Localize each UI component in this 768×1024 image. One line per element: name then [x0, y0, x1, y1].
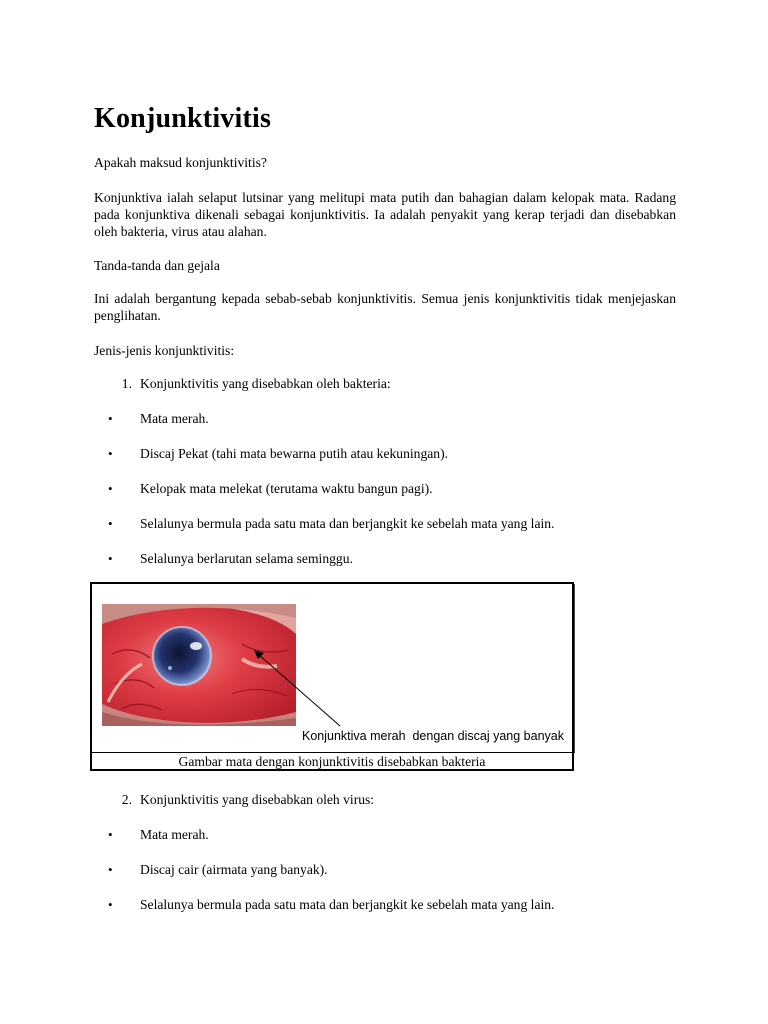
list-item-text: Mata merah.: [140, 827, 209, 842]
types-heading: Jenis-jenis konjunktivitis:: [94, 343, 235, 358]
signs-heading: Tanda-tanda dan gejala: [94, 258, 220, 273]
bullet-icon: •: [108, 827, 113, 842]
bullet-icon: •: [108, 481, 113, 496]
list-item-text: Discaj Pekat (tahi mata bewarna putih atau kekuningan).: [140, 446, 449, 461]
list-item-text: Selalunya berlarutan selama seminggu.: [140, 551, 353, 566]
list-item-text: Selalunya bermula pada satu mata dan berjangkit ke sebelah mata yang lain.: [140, 516, 555, 531]
page-title: Konjunktivitis: [94, 103, 272, 134]
list-item-text: Kelopak mata melekat (terutama waktu bangun pagi).: [140, 481, 433, 496]
bullet-icon: •: [108, 897, 113, 912]
item-title: Konjunktivitis yang disebabkan oleh virus:: [140, 792, 375, 807]
bullet-icon: •: [108, 516, 113, 531]
bullet-icon: •: [108, 411, 113, 426]
definition-paragraph: Konjunktiva ialah selaput lutsinar yang melitupi mata putih dan bahagian dalam kelopak mata. Radang pada konjunktiva dikenali sebagai konjunktivitis. Ia adalah penyakit yang kerap terjadi dan disebabkan oleh bakteria, virus atau alahan.: [94, 190, 676, 239]
figure-image-area: [92, 584, 575, 753]
bullet-icon: •: [108, 551, 113, 566]
figure-caption: Gambar mata dengan konjunktivitis disebabkan bakteria: [178, 754, 486, 769]
item-number: 2.: [121, 792, 132, 807]
item-number: 1.: [121, 376, 132, 391]
list-item-text: Discaj cair (airmata yang banyak).: [140, 862, 328, 877]
bullet-icon: •: [108, 446, 113, 461]
photo-label: Konjunktiva merah dengan discaj yang banyak: [302, 729, 564, 743]
list-item-text: Mata merah.: [140, 411, 209, 426]
eye-photo: [92, 584, 574, 752]
item-title: Konjunktivitis yang disebabkan oleh bakteria:: [140, 376, 391, 391]
list-item-text: Selalunya bermula pada satu mata dan berjangkit ke sebelah mata yang lain.: [140, 897, 555, 912]
signs-paragraph: Ini adalah bergantung kepada sebab-sebab konjunktivitis. Semua jenis konjunktivitis tidak menjejaskan penglihatan.: [94, 291, 676, 323]
bullet-icon: •: [108, 862, 113, 877]
question-text: Apakah maksud konjunktivitis?: [94, 155, 267, 170]
figure-box: [90, 582, 574, 771]
